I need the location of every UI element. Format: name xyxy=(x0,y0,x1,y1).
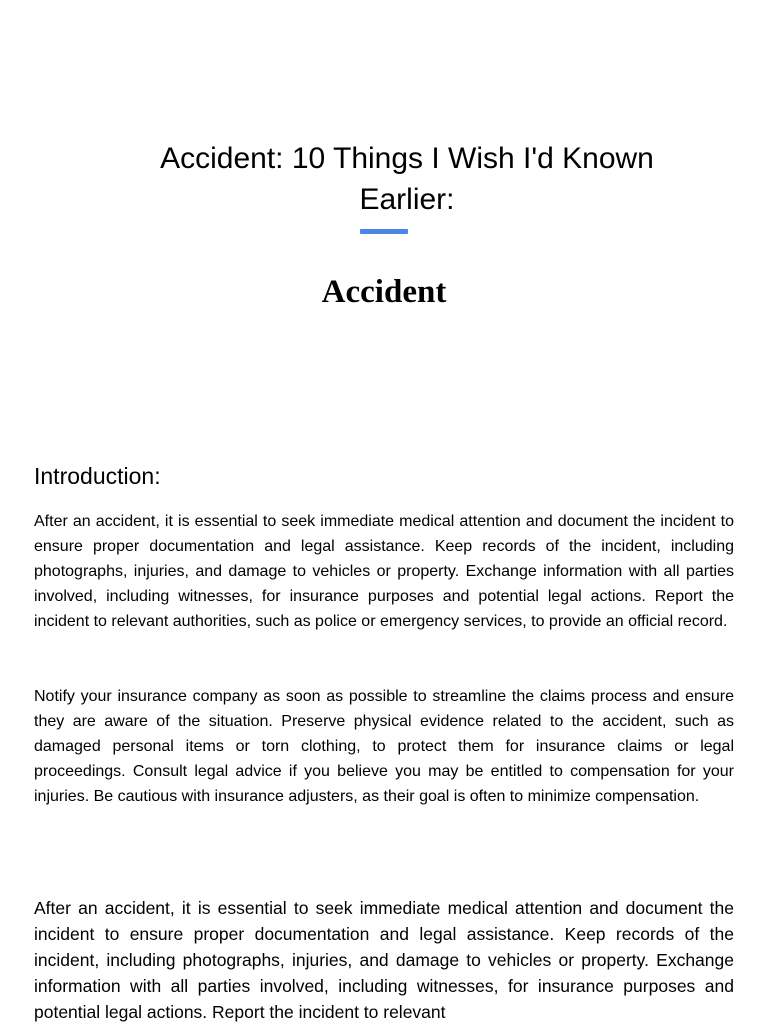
paragraph-2: Notify your insurance company as soon as possible to streamline the claims process and ensure they are aware of the situation. Preserve physical evidence related to the accident, such as damaged personal items or torn clothing, to protect them for insurance claims or legal proceedings. Consult legal advice if you believe you may be entitled to compensation for your injuries. Be cautious with insurance adjusters, as their goal is often to minimize compensation. xyxy=(34,688,734,805)
title-accent-bar xyxy=(360,229,408,234)
introduction-heading: Introduction: xyxy=(34,463,161,489)
document-title: Accident: 10 Things I Wish I'd Known Earlier: xyxy=(160,142,654,216)
document-subtitle: Accident xyxy=(321,274,447,310)
paragraph-1: After an accident, it is essential to seek immediate medical attention and document the incident to ensure proper documentation and legal assistance. Keep records of the incident, including photographs, injuries, and damage to vehicles or property. Exchange information with all parties involved, including witnesses, for insurance purposes and potential legal actions. Report the incident to relevant authorities, such as police or emergency services, to provide an official record. xyxy=(34,513,734,630)
paragraph-3: After an accident, it is essential to seek immediate medical attention and document the incident to ensure proper documentation and legal assistance. Keep records of the incident, including photographs, injuries, and damage to vehicles or property. Exchange information with all parties involved, including witnesses, for insurance purposes and potential legal actions. Report the incident to relevant xyxy=(34,898,734,1022)
